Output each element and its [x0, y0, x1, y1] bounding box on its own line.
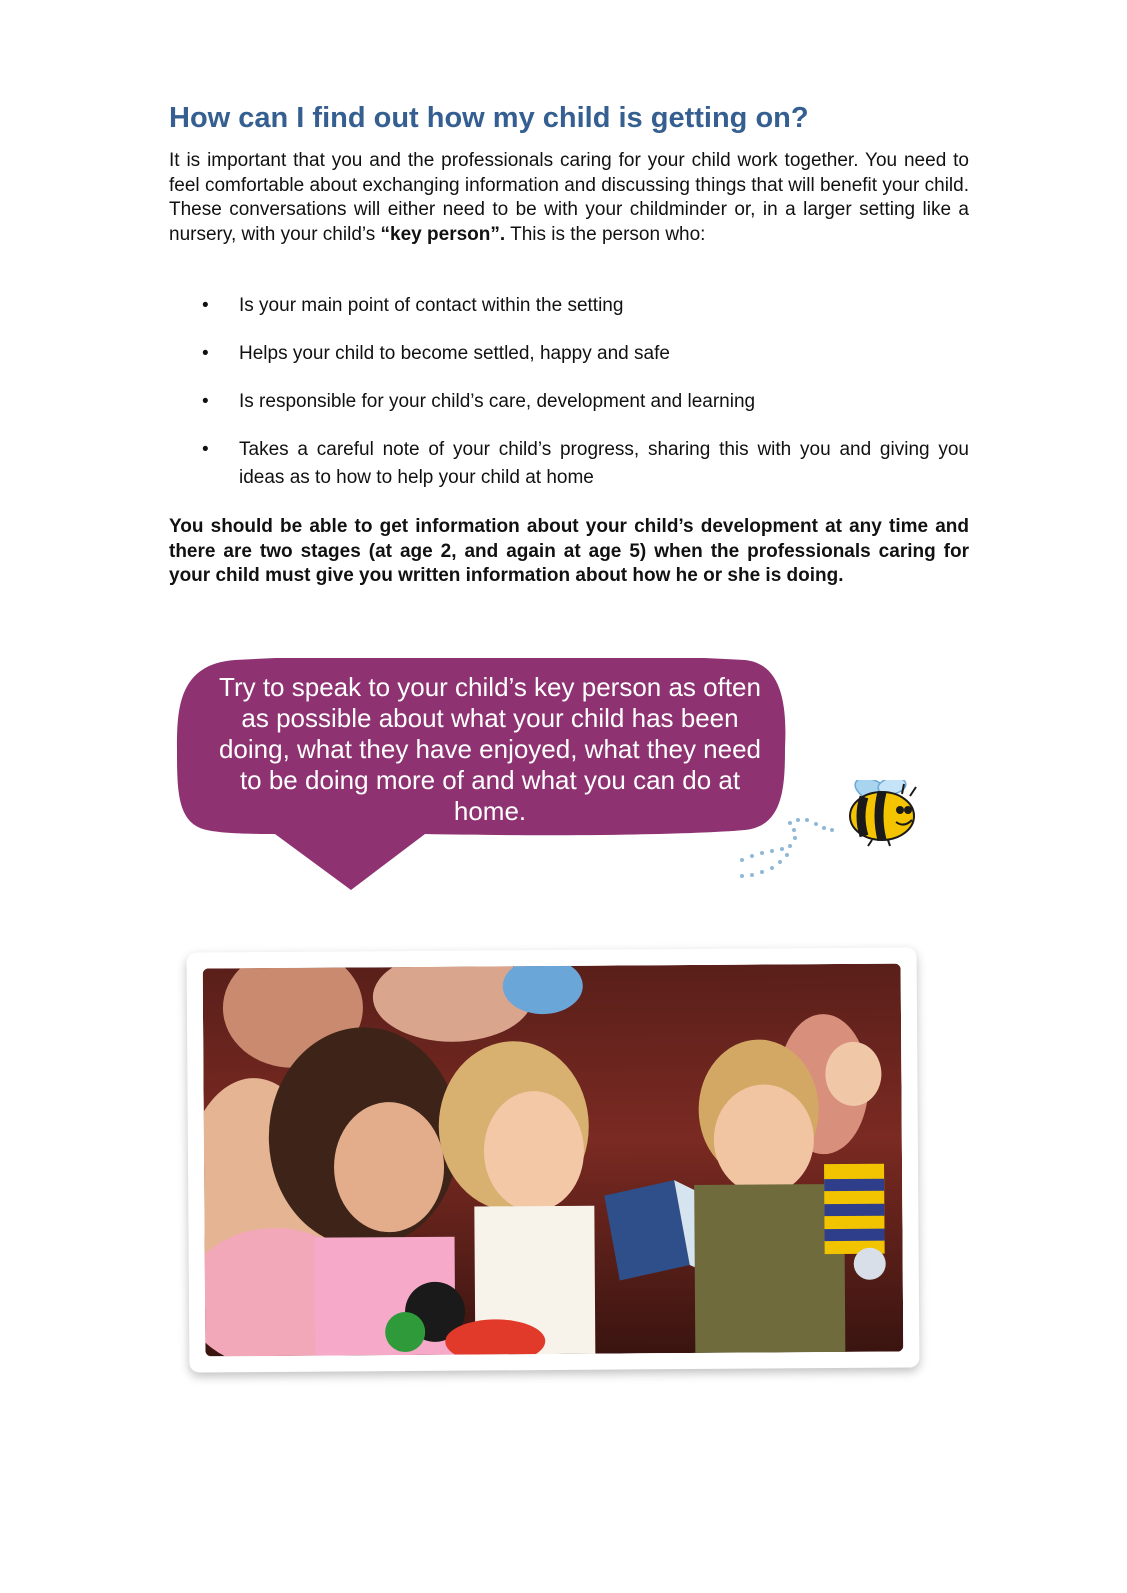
children-in-nursery-photo	[203, 964, 904, 1357]
speech-bubble	[175, 658, 803, 913]
intro-text-after: This is the person who:	[505, 223, 706, 245]
list-item	[169, 436, 969, 492]
written-information-paragraph: You should be able to get information about your child’s development at any time and there are two stages (at age 2, and again at age 5) when the professionals caring for your child must give you written information about how he or she is doing.	[169, 516, 969, 586]
page-title: How can I find out how my child is getting on?	[169, 102, 809, 134]
bullet-icon: •	[202, 439, 209, 460]
list-item-text: Helps your child to become settled, happy and safe	[239, 343, 670, 364]
list-item-text: Is your main point of contact within the setting	[239, 295, 624, 316]
photo-illustration	[203, 964, 904, 1357]
list-item-text: Is responsible for your child’s care, development and learning	[239, 391, 756, 412]
bullet-icon: •	[202, 391, 209, 412]
speech-bubble-text: Try to speak to your child’s key person as often as possible about what your child has been doing, what they have enjoyed, what they need to be doing more of and what you can do at home.	[218, 672, 762, 826]
intro-paragraph	[169, 149, 969, 247]
bee-icon	[732, 780, 952, 905]
list-item	[169, 340, 969, 368]
list-item	[169, 388, 969, 416]
list-item	[169, 292, 969, 320]
key-person-term: “key person”.	[380, 223, 506, 245]
bullet-icon: •	[202, 295, 209, 316]
key-person-duties-list	[169, 292, 969, 512]
bullet-icon: •	[202, 343, 209, 364]
photo-frame	[187, 947, 920, 1372]
intro-text-before: It is important that you and the professionals caring for your child work together. You need to feel comfortable about exchanging information and discussing things that will benefit your child. These conversations will either need to be with your childminder or, in a larger setting like a nursery, with your child’s	[169, 150, 969, 245]
list-item-text: Takes a careful note of your child’s progress, sharing this with you and giving you ideas as to how to help your child at home	[239, 439, 969, 488]
